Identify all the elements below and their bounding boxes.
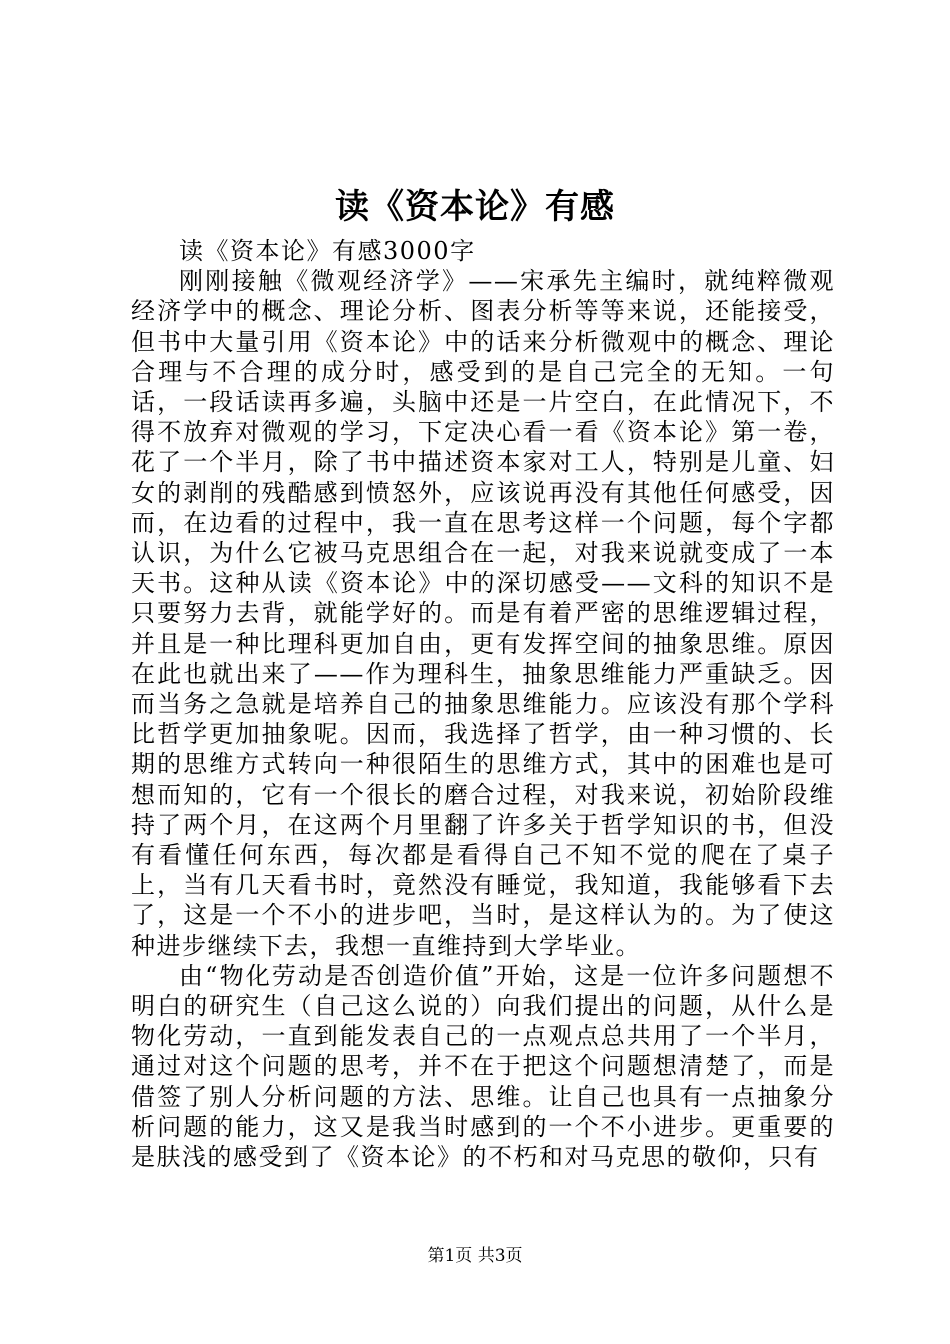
subtitle-paragraph: 读《资本论》有感3000字	[179, 237, 476, 265]
body-paragraph-2: 由“物化劳动是否创造价值”开始，这是一位许多问题想不明白的研究生（自己这么说的）向我们提出的问题，从什么是物化劳动，一直到能发表自己的一点观点总共用了一个半月，通过对这个问题的思考，并不在于把这个问题想清楚了，而是借签了别人分析问题的方法、思维。让自己也具有一点抽象分析问题的能力，这又是我当时感到的一个不小进步。更重要的是肤浅的感受到了《资本论》的不朽和对马克思的敬仰，只有	[131, 961, 835, 1172]
document-body	[131, 236, 835, 1172]
document-title: 读《资本论》有感	[335, 187, 615, 227]
page-number-footer: 第1页 共3页	[427, 1246, 523, 1266]
body-paragraph-1: 刚刚接触《微观经济学》——宋承先主编时，就纯粹微观经济学中的概念、理论分析、图表分析等等来说，还能接受，但书中大量引用《资本论》中的话来分析微观中的概念、理论合理与不合理的成分时，感受到的是自己完全的无知。一句话，一段话读再多遍，头脑中还是一片空白，在此情况下，不得不放弃对微观的学习，下定决心看一看《资本论》第一卷，花了一个半月，除了书中描述资本家对工人，特别是儿童、妇女的剥削的残酷感到愤怒外，应该说再没有其他任何感受，因而，在边看的过程中，我一直在思考这样一个问题，每个字都认识，为什么它被马克思组合在一起，对我来说就变成了一本天书。这种从读《资本论》中的深切感受——文科的知识不是只要努力去背，就能学好的。而是有着严密的思维逻辑过程，并且是一种比理科更加自由，更有发挥空间的抽象思维。原因在此也就出来了——作为理科生，抽象思维能力严重缺乏。因而当务之急就是培养自己的抽象思维能力。应该没有那个学科比哲学更加抽象呢。因而，我选择了哲学，由一种习惯的、长期的思维方式转向一种很陌生的思维方式，其中的困难也是可想而知的，它有一个很长的磨合过程，对我来说，初始阶段维持了两个月，在这两个月里翻了许多关于哲学知识的书，但没有看懂任何东西，每次都是看得自己不知不觉的爬在了桌子上，当有几天看书时，竟然没有睡觉，我知道，我能够看下去了，这是一个不小的进步吧，当时，是这样认为的。为了使这种进步继续下去，我想一直维持到大学毕业。	[131, 267, 835, 960]
